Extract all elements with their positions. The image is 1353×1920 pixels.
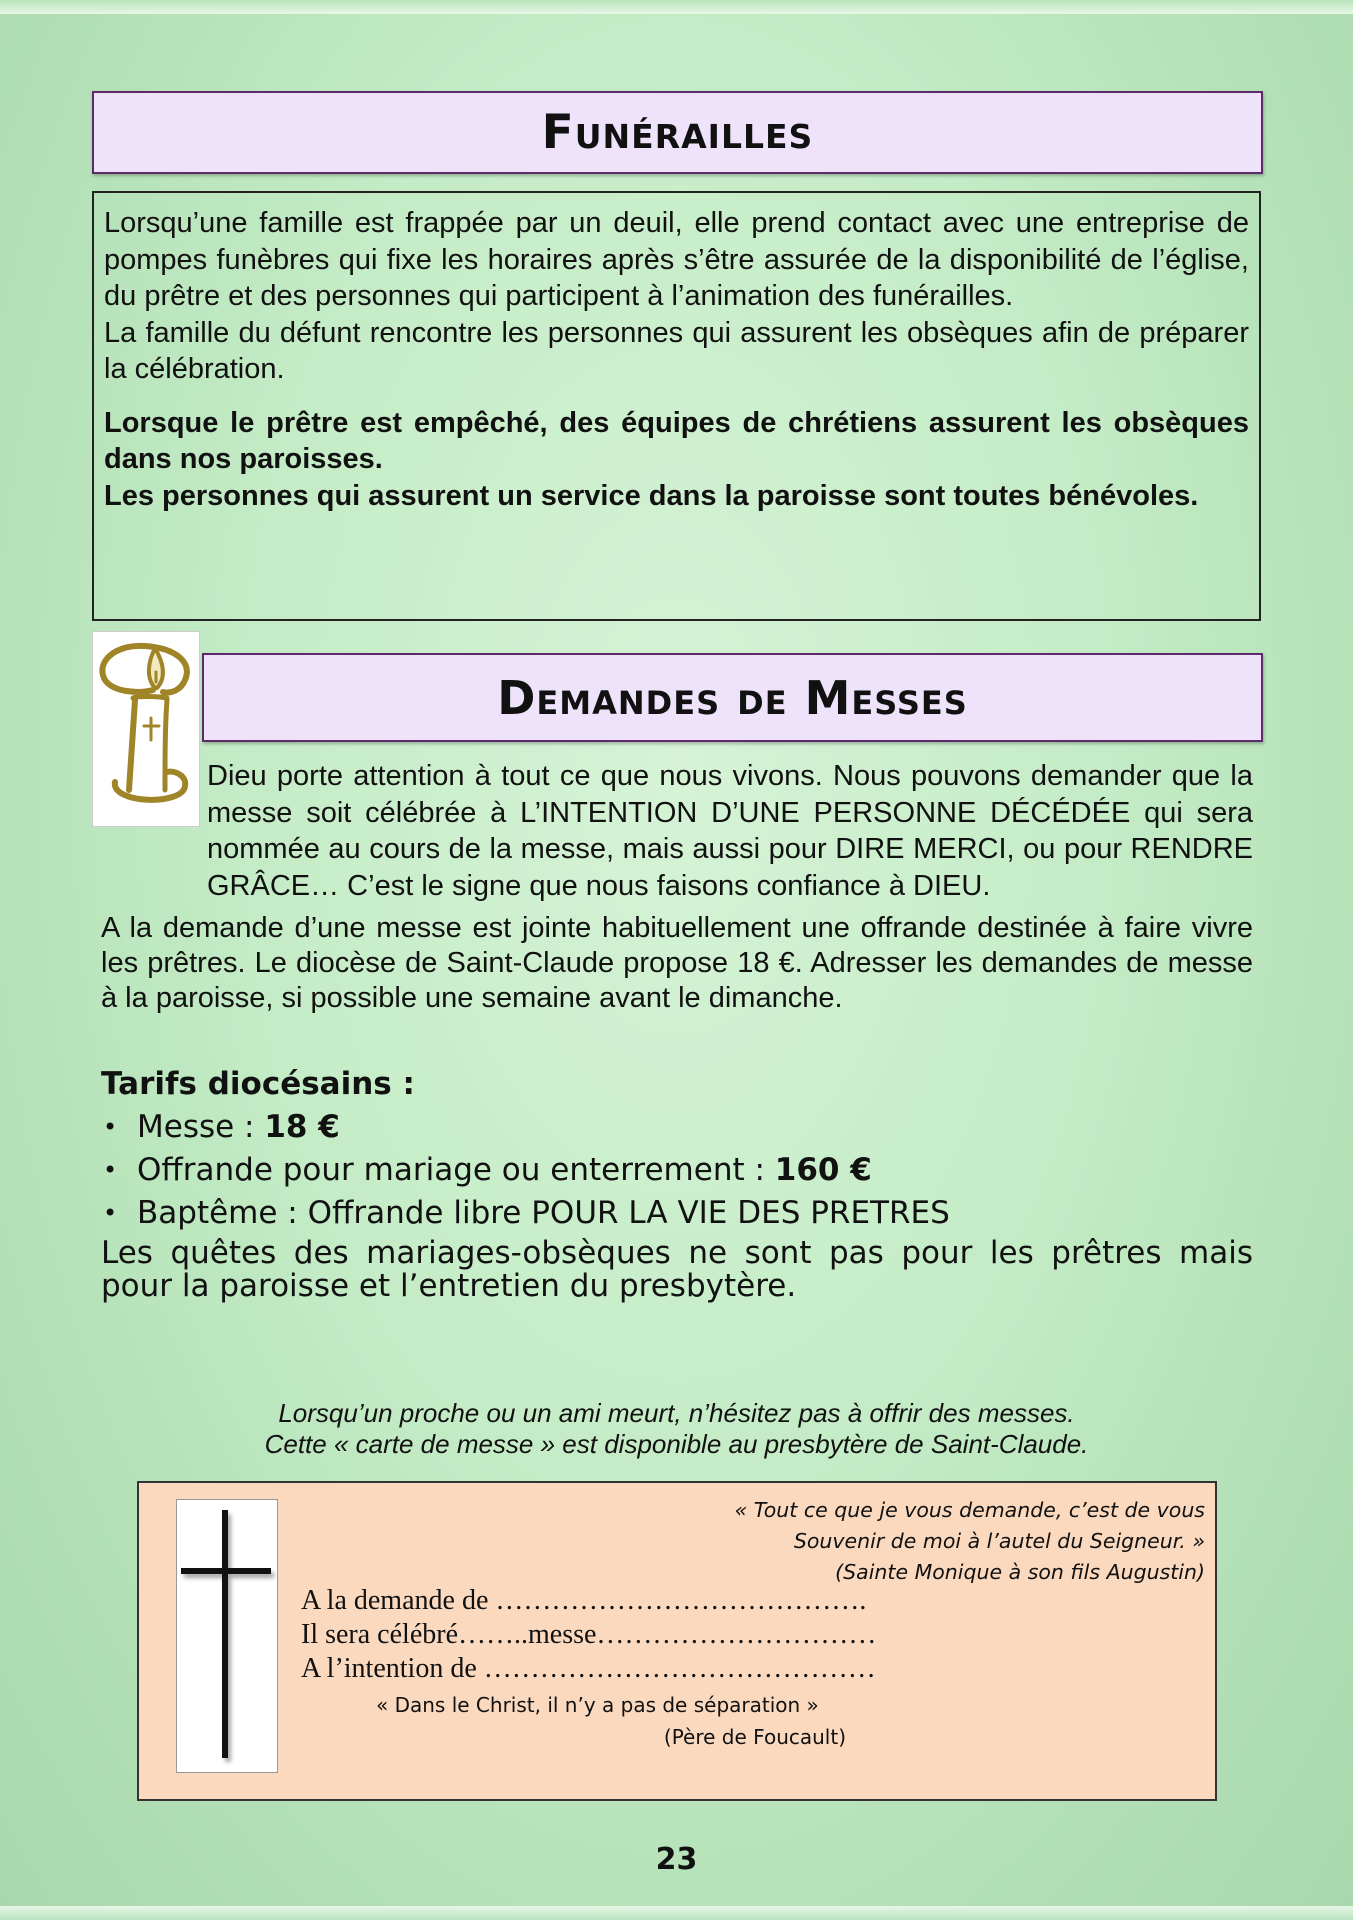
funerailles-content-box [92, 191, 1261, 621]
tarif-item-messe [101, 1106, 1253, 1149]
foucauld-quote [376, 1689, 846, 1753]
messes-paragraph-1: Dieu porte attention à tout ce que nous vivons. Nous pouvons demander que la messe soit célébrée à L’INTENTION D’UNE PERSONNE DÉCÉDÉE qui sera nommée au cours de la messe, mais aussi pour DIRE MERCI, ou pour RENDRE GRÂCE… C’est le signe que nous faisons confiance à DIEU. [207, 760, 1253, 902]
messes-text [101, 758, 1253, 1016]
tarif-value: 18 € [264, 1109, 340, 1145]
funerailles-title-box [92, 91, 1263, 174]
top-band [0, 0, 1353, 14]
carte-de-messe [137, 1481, 1217, 1801]
carte-intro-line-2: Cette « carte de messe » est disponible au presbytère de Saint-Claude. [264, 1429, 1089, 1459]
funerailles-paragraph-1: Lorsqu’une famille est frappée par un deuil, elle prend contact avec une entreprise de pompes funèbres qui fixe les horaires après s’être assurée de la disponibilité de l’église, du prêtre et des personnes qui participent à l’animation des funérailles. [104, 207, 1249, 312]
carte-intro-line-1: Lorsqu’un proche ou un ami meurt, n’hésitez pas à offrir des messes. [278, 1398, 1075, 1428]
monique-quote-line-2: Souvenir de moi à l’autel du Seigneur. » [793, 1529, 1205, 1553]
monique-quote [735, 1495, 1205, 1588]
tarifs-section [101, 1063, 1253, 1303]
tarifs-list [101, 1106, 1253, 1235]
foucauld-quote-text: « Dans le Christ, il n’y a pas de séparation » [376, 1693, 819, 1717]
messes-paragraph-2: A la demande d’une messe est jointe habituellement une offrande destinée à faire vivre les prêtres. Le diocèse de Saint-Claude propose 18 €. Adresser les demandes de messe à la paroisse, si possible une semaine avant le dimanche. [101, 912, 1253, 1014]
cross-icon [176, 1499, 278, 1773]
form-line-celebre: Il sera célébré……..messe………………………… [301, 1619, 877, 1650]
monique-quote-line-3: (Sainte Monique à son fils Augustin) [835, 1560, 1205, 1584]
foucauld-author: (Père de Foucault) [663, 1725, 846, 1749]
messes-title: Demandes de Messes [497, 670, 968, 725]
tarifs-heading: Tarifs diocésains : [101, 1066, 415, 1102]
tarif-value: 160 € [774, 1152, 872, 1188]
tarif-label: Offrande pour mariage ou enterrement : [137, 1152, 775, 1188]
messes-title-box [202, 653, 1263, 742]
tarif-label: Messe : [137, 1109, 265, 1145]
funerailles-title: Funérailles [541, 105, 814, 160]
monique-quote-line-1: « Tout ce que je vous demande, c’est de vous [734, 1498, 1205, 1522]
funerailles-paragraph-2: La famille du défunt rencontre les personnes qui assurent les obsèques afin de préparer la célébration. [104, 316, 1249, 385]
funerailles-bold-paragraph-1: Lorsque le prêtre est empêché, des équipes de chrétiens assurent les obsèques dans nos paroisses. [104, 406, 1249, 475]
bottom-band [0, 1906, 1353, 1920]
tarif-item-bapteme [101, 1192, 1253, 1235]
tarifs-note: Les quêtes des mariages-obsèques ne sont pas pour les prêtres mais pour la paroisse et l’entretien du presbytère. [101, 1235, 1253, 1304]
form-line-intention: A l’intention de …………………………………… [301, 1653, 876, 1684]
funerailles-bold-paragraph-2: Les personnes qui assurent un service dans la paroisse sont toutes bénévoles. [104, 479, 1199, 512]
form-line-demande: A la demande de …………………………………. [301, 1585, 867, 1616]
page-number: 23 [655, 1842, 698, 1877]
tarif-label: Baptême : Offrande libre POUR LA VIE DES PRETRES [137, 1195, 950, 1231]
carte-intro [150, 1398, 1203, 1460]
carte-form-lines [301, 1584, 876, 1686]
candle-spacer [101, 758, 207, 868]
tarif-item-offrande [101, 1149, 1253, 1192]
